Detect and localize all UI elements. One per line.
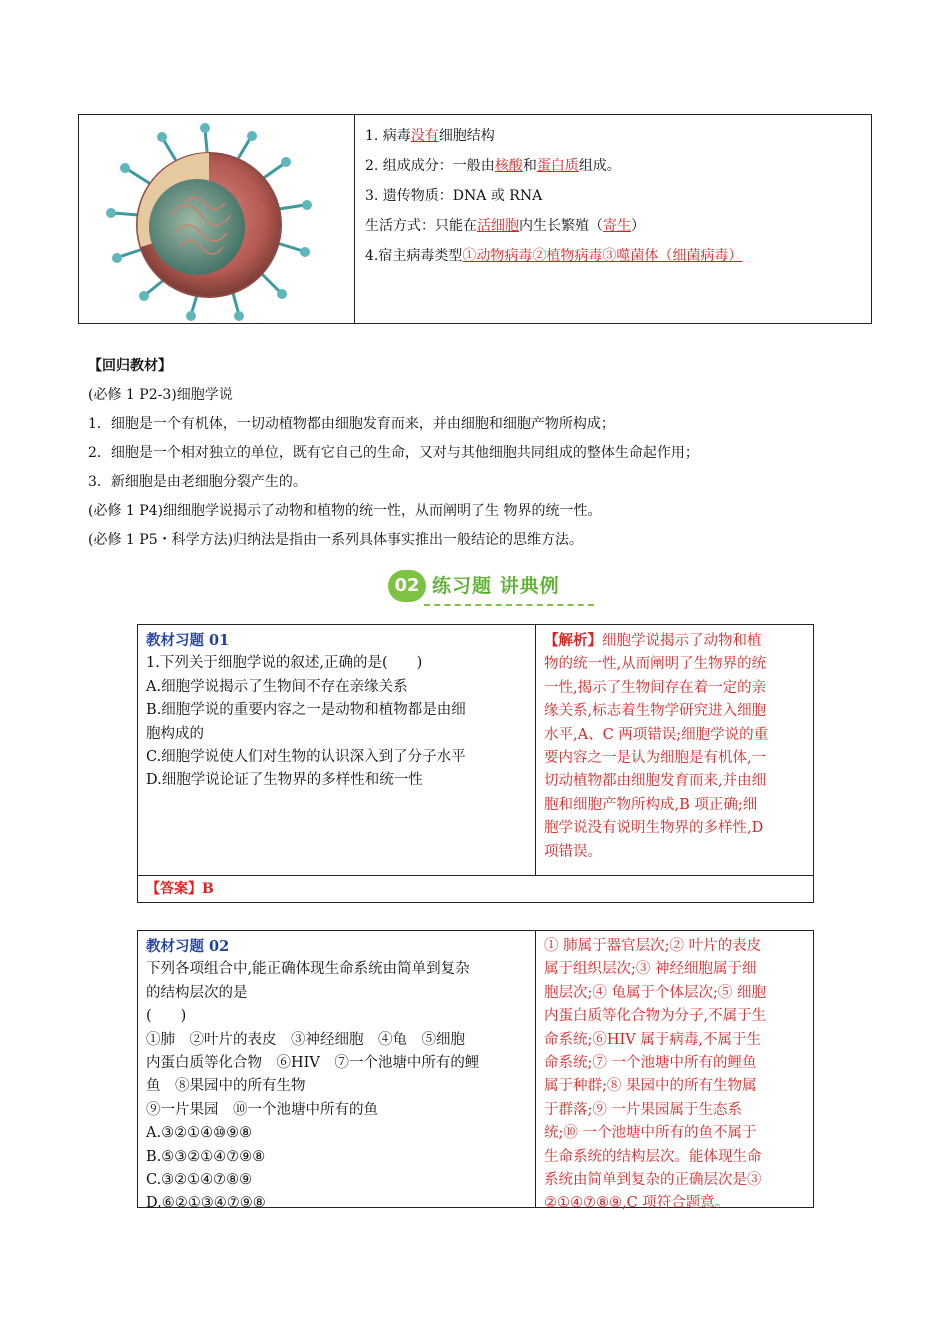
analysis-line: 生命系统的结构层次。能体现生命 [544, 1148, 762, 1165]
option-line: B.⑤③②①④⑦⑨⑧ [146, 1148, 266, 1165]
analysis-line: 要内容之一是认为细胞是有机体,一 [544, 750, 767, 767]
text-segment: 和 [522, 158, 537, 174]
answer-value: B [202, 881, 214, 897]
section-banner [388, 566, 598, 610]
text-segment: 1. 病毒 [365, 128, 411, 144]
analysis-line: ① 肺属于器官层次;② 叶片的表皮 [544, 938, 762, 954]
question-line: 下列各项组合中,能正确体现生命系统由简单到复杂 [146, 961, 470, 978]
option-line: 胞构成的 [146, 725, 204, 742]
virus-facts [365, 121, 863, 271]
text-segment: 细胞结构 [438, 128, 495, 144]
analysis-label: 【解析】 [544, 632, 602, 649]
virus-line-2 [365, 151, 863, 181]
analysis-line: 内蛋白质等化合物为分子,不属于生 [544, 1008, 767, 1025]
option-line: D.细胞学说论证了生物界的多样性和统一性 [146, 772, 423, 789]
highlighted-term: 核酸 [494, 158, 523, 174]
analysis-line: 统;⑩ 一个池塘中所有的鱼不属于 [544, 1125, 757, 1142]
exercise-02-question [138, 931, 536, 1212]
analysis-line: 胞学说没有说明生物界的多样性,D [544, 820, 764, 837]
text-segment: 2. 组成成分：一般由 [365, 158, 495, 174]
virus-line-5 [365, 241, 863, 271]
analysis-line: 属于组织层次;③ 神经细胞属于细 [544, 961, 757, 978]
analysis-line: 水平,A、C 两项错误;细胞学说的重 [544, 726, 769, 743]
analysis-line: 于群落;⑨ 一片果园属于生态系 [544, 1101, 742, 1118]
option-line: C.细胞学说使人们对生物的认识深入到了分子水平 [146, 749, 466, 766]
virus-line-1 [365, 121, 863, 151]
question-line: ①肺 ②叶片的表皮 ③神经细胞 ④龟 ⑤细胞 [146, 1031, 465, 1048]
analysis-line: 属于种群;⑧ 果园中的所有生物属 [544, 1078, 757, 1095]
text-segment: 内生长繁殖（ [519, 218, 603, 234]
exercise-01-question [138, 625, 536, 876]
question-line: ⑨一片果园 ⑩一个池塘中所有的鱼 [146, 1101, 378, 1118]
exercise-01-table [137, 624, 814, 903]
review-title: 【回归教材】 [88, 358, 172, 374]
banner-divider [424, 604, 594, 606]
review-line: 1．细胞是一个有机体，一切动植物都由细胞发育而来，并由细胞和细胞产物所构成； [88, 416, 615, 432]
analysis-line: 胞和细胞产物所构成,B 项正确;细 [544, 796, 758, 813]
option-line: A.细胞学说揭示了生物间不存在亲缘关系 [146, 678, 408, 695]
analysis-line: 一性,揭示了生物间存在着一定的亲 [544, 679, 767, 696]
text-segment: ） [631, 218, 645, 234]
exercise-02-title: 教材习题 02 [146, 938, 230, 955]
analysis-line: 细胞学说揭示了动物和植 [602, 633, 762, 649]
answer-label: 【答案】 [146, 881, 202, 897]
review-line: 2．细胞是一个相对独立的单位，既有它自己的生命，又对与其他细胞共同组成的整体生命起作用； [88, 445, 699, 461]
virus-table [78, 114, 872, 324]
text-segment: 生活方式：只能在 [365, 218, 477, 234]
review-line: 3．新细胞是由老细胞分裂产生的。 [88, 474, 307, 490]
analysis-line: 缘关系,标志着生物学研究进入细胞 [544, 703, 767, 720]
analysis-line: ②①④⑦⑧⑨,C 项符合题意。 [544, 1195, 730, 1212]
question-line: 的结构层次的是 [146, 984, 248, 1001]
option-line: C.③②①④⑦⑧⑨ [146, 1172, 253, 1189]
option-line: B.细胞学说的重要内容之一是动物和植物都是由细 [146, 702, 466, 719]
highlighted-term: 蛋白质 [536, 158, 579, 174]
question-line: 1.下列关于细胞学说的叙述,正确的是( ) [146, 655, 423, 672]
analysis-line: 命系统;⑦ 一个池塘中所有的鲤鱼 [544, 1055, 757, 1072]
text-segment: 4.宿主病毒类型 [365, 248, 463, 264]
review-line: (必修 1 P4)细细胞学说揭示了动物和植物的统一性，从而阐明了生 物界的统一性。 [88, 503, 602, 519]
highlighted-term: 寄生 [603, 218, 631, 234]
analysis-line: 胞层次;④ 龟属于个体层次;⑤ 细胞 [544, 984, 766, 1001]
analysis-line: 系统由简单到复杂的正确层次是③ [544, 1172, 762, 1189]
analysis-line: 命系统;⑥HIV 属于病毒,不属于生 [544, 1031, 761, 1048]
virus-line-4 [365, 211, 863, 241]
exercise-01-analysis [536, 625, 813, 876]
question-line: ( ) [146, 1008, 187, 1025]
exercise-02-analysis [536, 931, 813, 1220]
question-line: 鱼 ⑧果园中的所有生物 [146, 1078, 306, 1095]
text-segment: 3. 遗传物质：DNA 或 RNA [365, 188, 543, 204]
section-title: 练习题 讲典例 [432, 575, 560, 597]
section-number-badge: 02 [388, 570, 426, 602]
review-section [88, 352, 828, 555]
review-line: (必修 1 P5・科学方法)归纳法是指由一系列具体事实推出一般结论的思维方法。 [88, 532, 584, 548]
question-line: 内蛋白质等化合物 ⑥HIV ⑦一个池塘中所有的鲤 [146, 1055, 480, 1072]
analysis-line: 物的统一性,从而阐明了生物界的统 [544, 656, 767, 673]
highlighted-term: 没有 [410, 128, 439, 144]
exercise-01-title: 教材习题 01 [146, 632, 230, 649]
highlighted-term: ①动物病毒②植物病毒③噬菌体（细菌病毒） [462, 248, 743, 264]
review-line: (必修 1 P2-3)细胞学说 [88, 387, 233, 403]
exercise-02-table [137, 930, 814, 1212]
virus-line-3 [365, 181, 863, 211]
analysis-line: 切动植物都由细胞发育而来,并由细 [544, 773, 767, 790]
analysis-line: 项错误。 [544, 843, 602, 860]
virus-image-cell [79, 115, 355, 323]
virus-illustration [79, 115, 355, 323]
option-line: A.③②①④⑩⑨⑧ [146, 1125, 253, 1142]
highlighted-term: 活细胞 [477, 218, 519, 234]
text-segment: 组成。 [578, 158, 621, 174]
exercise-01-answer [138, 875, 813, 902]
option-line: D.⑥②①③④⑦⑨⑧ [146, 1195, 266, 1212]
